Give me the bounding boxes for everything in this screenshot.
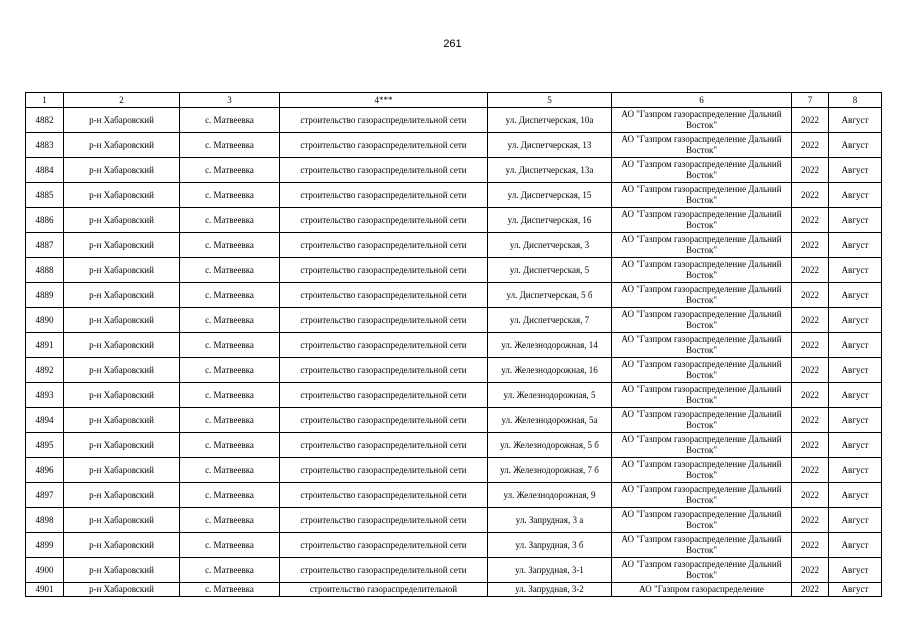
month-cell: Август [829, 408, 882, 433]
year-cell: 2022 [792, 233, 829, 258]
address-cell: ул. Диспетчерская, 5 [488, 258, 612, 283]
district-cell: р-н Хабаровский [64, 483, 180, 508]
organization-cell: АО "Газпром газораспределение Дальний Восток" [612, 333, 792, 358]
year-cell: 2022 [792, 533, 829, 558]
address-cell: ул. Железнодорожная, 14 [488, 333, 612, 358]
address-cell: ул. Железнодорожная, 5 б [488, 433, 612, 458]
work-type-cell: строительство газораспределительной сети [280, 433, 488, 458]
table-row [26, 308, 882, 333]
month-cell: Август [829, 333, 882, 358]
work-type-cell: строительство газораспределительной сети [280, 408, 488, 433]
table-row [26, 508, 882, 533]
organization-cell: АО "Газпром газораспределение [612, 583, 792, 597]
settlement-cell: с. Матвеевка [180, 558, 280, 583]
district-cell: р-н Хабаровский [64, 158, 180, 183]
settlement-cell: с. Матвеевка [180, 383, 280, 408]
table-row [26, 408, 882, 433]
row-number-cell: 4893 [26, 383, 64, 408]
address-cell: ул. Запрудная, 3 б [488, 533, 612, 558]
district-cell: р-н Хабаровский [64, 308, 180, 333]
address-cell: ул. Железнодорожная, 5 [488, 383, 612, 408]
month-cell: Август [829, 308, 882, 333]
month-cell: Август [829, 383, 882, 408]
work-type-cell: строительство газораспределительной сети [280, 383, 488, 408]
settlement-cell: с. Матвеевка [180, 158, 280, 183]
row-number-cell: 4894 [26, 408, 64, 433]
year-cell: 2022 [792, 583, 829, 597]
district-cell: р-н Хабаровский [64, 583, 180, 597]
column-header: 1 [26, 93, 64, 108]
column-header: 5 [488, 93, 612, 108]
row-number-cell: 4886 [26, 208, 64, 233]
month-cell: Август [829, 183, 882, 208]
column-header: 3 [180, 93, 280, 108]
column-header: 7 [792, 93, 829, 108]
organization-cell: АО "Газпром газораспределение Дальний Восток" [612, 108, 792, 133]
address-cell: ул. Диспетчерская, 7 [488, 308, 612, 333]
table-row [26, 208, 882, 233]
month-cell: Август [829, 583, 882, 597]
month-cell: Август [829, 458, 882, 483]
year-cell: 2022 [792, 508, 829, 533]
organization-cell: АО "Газпром газораспределение Дальний Восток" [612, 183, 792, 208]
work-type-cell: строительство газораспределительной сети [280, 158, 488, 183]
month-cell: Август [829, 258, 882, 283]
row-number-cell: 4891 [26, 333, 64, 358]
district-cell: р-н Хабаровский [64, 108, 180, 133]
address-cell: ул. Запрудная, 3-1 [488, 558, 612, 583]
table-row [26, 233, 882, 258]
month-cell: Август [829, 558, 882, 583]
settlement-cell: с. Матвеевка [180, 583, 280, 597]
year-cell: 2022 [792, 308, 829, 333]
organization-cell: АО "Газпром газораспределение Дальний Восток" [612, 458, 792, 483]
month-cell: Август [829, 208, 882, 233]
year-cell: 2022 [792, 258, 829, 283]
organization-cell: АО "Газпром газораспределение Дальний Восток" [612, 483, 792, 508]
organization-cell: АО "Газпром газораспределение Дальний Восток" [612, 283, 792, 308]
district-cell: р-н Хабаровский [64, 333, 180, 358]
organization-cell: АО "Газпром газораспределение Дальний Восток" [612, 208, 792, 233]
work-type-cell: строительство газораспределительной сети [280, 508, 488, 533]
row-number-cell: 4887 [26, 233, 64, 258]
year-cell: 2022 [792, 558, 829, 583]
district-cell: р-н Хабаровский [64, 283, 180, 308]
work-type-cell: строительство газораспределительной сети [280, 483, 488, 508]
table-row [26, 258, 882, 283]
row-number-cell: 4901 [26, 583, 64, 597]
address-cell: ул. Железнодорожная, 16 [488, 358, 612, 383]
year-cell: 2022 [792, 208, 829, 233]
address-cell: ул. Диспетчерская, 13 [488, 133, 612, 158]
month-cell: Август [829, 358, 882, 383]
row-number-cell: 4882 [26, 108, 64, 133]
address-cell: ул. Диспетчерская, 16 [488, 208, 612, 233]
work-type-cell: строительство газораспределительной сети [280, 458, 488, 483]
organization-cell: АО "Газпром газораспределение Дальний Восток" [612, 508, 792, 533]
settlement-cell: с. Матвеевка [180, 408, 280, 433]
district-cell: р-н Хабаровский [64, 508, 180, 533]
work-type-cell: строительство газораспределительной сети [280, 108, 488, 133]
month-cell: Август [829, 108, 882, 133]
work-type-cell: строительство газораспределительной сети [280, 133, 488, 158]
table-row [26, 483, 882, 508]
page-number: 261 [443, 38, 462, 50]
table-row [26, 558, 882, 583]
address-cell: ул. Железнодорожная, 9 [488, 483, 612, 508]
table-row [26, 183, 882, 208]
year-cell: 2022 [792, 458, 829, 483]
settlement-cell: с. Матвеевка [180, 208, 280, 233]
district-cell: р-н Хабаровский [64, 133, 180, 158]
address-cell: ул. Запрудная, 3-2 [488, 583, 612, 597]
table-header-row [26, 93, 882, 108]
year-cell: 2022 [792, 408, 829, 433]
year-cell: 2022 [792, 483, 829, 508]
work-type-cell: строительство газораспределительной сети [280, 533, 488, 558]
district-cell: р-н Хабаровский [64, 358, 180, 383]
year-cell: 2022 [792, 333, 829, 358]
work-type-cell: строительство газораспределительной сети [280, 208, 488, 233]
organization-cell: АО "Газпром газораспределение Дальний Восток" [612, 383, 792, 408]
work-type-cell: строительство газораспределительной сети [280, 333, 488, 358]
row-number-cell: 4892 [26, 358, 64, 383]
address-cell: ул. Диспетчерская, 15 [488, 183, 612, 208]
district-cell: р-н Хабаровский [64, 183, 180, 208]
month-cell: Август [829, 233, 882, 258]
settlement-cell: с. Матвеевка [180, 183, 280, 208]
settlement-cell: с. Матвеевка [180, 433, 280, 458]
month-cell: Август [829, 433, 882, 458]
settlement-cell: с. Матвеевка [180, 233, 280, 258]
district-cell: р-н Хабаровский [64, 558, 180, 583]
organization-cell: АО "Газпром газораспределение Дальний Восток" [612, 533, 792, 558]
district-cell: р-н Хабаровский [64, 208, 180, 233]
district-cell: р-н Хабаровский [64, 408, 180, 433]
address-cell: ул. Диспетчерская, 10а [488, 108, 612, 133]
settlement-cell: с. Матвеевка [180, 258, 280, 283]
year-cell: 2022 [792, 383, 829, 408]
settlement-cell: с. Матвеевка [180, 533, 280, 558]
work-type-cell: строительство газораспределительной сети [280, 358, 488, 383]
address-cell: ул. Запрудная, 3 а [488, 508, 612, 533]
table-body [26, 93, 882, 597]
table-row [26, 533, 882, 558]
district-cell: р-н Хабаровский [64, 433, 180, 458]
month-cell: Август [829, 533, 882, 558]
address-cell: ул. Железнодорожная, 5а [488, 408, 612, 433]
organization-cell: АО "Газпром газораспределение Дальний Восток" [612, 358, 792, 383]
year-cell: 2022 [792, 283, 829, 308]
organization-cell: АО "Газпром газораспределение Дальний Восток" [612, 158, 792, 183]
row-number-cell: 4898 [26, 508, 64, 533]
settlement-cell: с. Матвеевка [180, 108, 280, 133]
row-number-cell: 4888 [26, 258, 64, 283]
work-type-cell: строительство газораспределительной сети [280, 258, 488, 283]
table-row [26, 358, 882, 383]
table-row [26, 458, 882, 483]
settlement-cell: с. Матвеевка [180, 483, 280, 508]
row-number-cell: 4885 [26, 183, 64, 208]
settlement-cell: с. Матвеевка [180, 308, 280, 333]
table-row [26, 133, 882, 158]
settlement-cell: с. Матвеевка [180, 133, 280, 158]
table-row [26, 108, 882, 133]
row-number-cell: 4890 [26, 308, 64, 333]
row-number-cell: 4883 [26, 133, 64, 158]
gas-network-table [25, 92, 882, 597]
column-header: 6 [612, 93, 792, 108]
month-cell: Август [829, 158, 882, 183]
month-cell: Август [829, 133, 882, 158]
row-number-cell: 4895 [26, 433, 64, 458]
row-number-cell: 4896 [26, 458, 64, 483]
settlement-cell: с. Матвеевка [180, 333, 280, 358]
work-type-cell: строительство газораспределительной сети [280, 283, 488, 308]
year-cell: 2022 [792, 433, 829, 458]
month-cell: Август [829, 283, 882, 308]
year-cell: 2022 [792, 183, 829, 208]
year-cell: 2022 [792, 358, 829, 383]
month-cell: Август [829, 508, 882, 533]
work-type-cell: строительство газораспределительной сети [280, 558, 488, 583]
table-row [26, 383, 882, 408]
column-header: 8 [829, 93, 882, 108]
district-cell: р-н Хабаровский [64, 258, 180, 283]
organization-cell: АО "Газпром газораспределение Дальний Восток" [612, 258, 792, 283]
address-cell: ул. Железнодорожная, 7 б [488, 458, 612, 483]
settlement-cell: с. Матвеевка [180, 508, 280, 533]
district-cell: р-н Хабаровский [64, 383, 180, 408]
year-cell: 2022 [792, 108, 829, 133]
address-cell: ул. Диспетчерская, 5 б [488, 283, 612, 308]
work-type-cell: строительство газораспределительной сети [280, 183, 488, 208]
work-type-cell: строительство газораспределительной [280, 583, 488, 597]
row-number-cell: 4899 [26, 533, 64, 558]
table-row [26, 158, 882, 183]
address-cell: ул. Диспетчерская, 13а [488, 158, 612, 183]
district-cell: р-н Хабаровский [64, 458, 180, 483]
organization-cell: АО "Газпром газораспределение Дальний Восток" [612, 133, 792, 158]
organization-cell: АО "Газпром газораспределение Дальний Восток" [612, 233, 792, 258]
column-header: 2 [64, 93, 180, 108]
organization-cell: АО "Газпром газораспределение Дальний Восток" [612, 308, 792, 333]
year-cell: 2022 [792, 158, 829, 183]
month-cell: Август [829, 483, 882, 508]
table-row [26, 333, 882, 358]
work-type-cell: строительство газораспределительной сети [280, 233, 488, 258]
column-header: 4*** [280, 93, 488, 108]
organization-cell: АО "Газпром газораспределение Дальний Восток" [612, 408, 792, 433]
address-cell: ул. Диспетчерская, 3 [488, 233, 612, 258]
organization-cell: АО "Газпром газораспределение Дальний Восток" [612, 558, 792, 583]
settlement-cell: с. Матвеевка [180, 358, 280, 383]
settlement-cell: с. Матвеевка [180, 283, 280, 308]
row-number-cell: 4900 [26, 558, 64, 583]
work-type-cell: строительство газораспределительной сети [280, 308, 488, 333]
row-number-cell: 4889 [26, 283, 64, 308]
organization-cell: АО "Газпром газораспределение Дальний Восток" [612, 433, 792, 458]
district-cell: р-н Хабаровский [64, 233, 180, 258]
table-row [26, 283, 882, 308]
row-number-cell: 4897 [26, 483, 64, 508]
row-number-cell: 4884 [26, 158, 64, 183]
settlement-cell: с. Матвеевка [180, 458, 280, 483]
year-cell: 2022 [792, 133, 829, 158]
table-row [26, 583, 882, 597]
district-cell: р-н Хабаровский [64, 533, 180, 558]
table-row [26, 433, 882, 458]
